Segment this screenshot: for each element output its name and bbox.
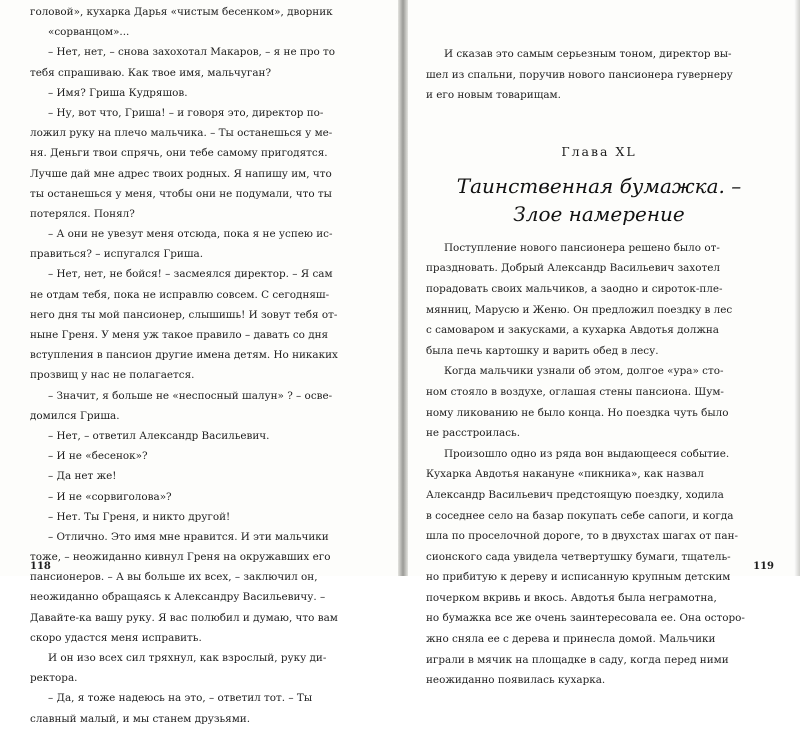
right-body-line: мянниц, Марусю и Женю. Он предложил поездку в лес <box>426 303 733 316</box>
right-intro-line: и его новым товарищам. <box>426 89 561 102</box>
left-text-line: – Отлично. Это имя мне нравится. И эти мальчики <box>48 530 329 543</box>
right-intro-line: И сказав это самым серьезным тоном, директор вы- <box>444 48 732 60</box>
left-text-line: скоро удастся меня исправить. <box>30 631 202 644</box>
left-text-line: ныне Греня. У меня уж такое правило – давать со дня <box>30 329 329 341</box>
left-text-line: – Нет, нет, – снова захохотал Макаров, – я не про то <box>48 46 336 59</box>
left-text-line: Лучше дай мне адрес твоих родных. Я напишу им, что <box>30 167 332 180</box>
left-text-line: вступления в пансион другие имена детям. Но никаких <box>30 349 338 362</box>
left-text-line: – Да нет же! <box>48 470 117 483</box>
left-text-line: головой», кухарка Дарья «чистым бесенком», дворник <box>30 6 333 18</box>
left-text-line: неожиданно обращаясь к Александру Васильевичу. – <box>30 591 326 604</box>
left-text-line: славный малый, и мы станем друзьями. <box>30 712 251 725</box>
right-body-line: жно сняла ее с дерева и принесла домой. Мальчики <box>426 633 716 646</box>
left-page <box>0 0 402 725</box>
chapter-title <box>426 172 772 228</box>
right-body-line: Произошло одно из ряда вон выдающееся событие. <box>444 447 730 460</box>
right-body-line: но прибитую к дереву и исписанную крупным детским <box>426 571 731 584</box>
left-text-line: – И не «бесенок»? <box>48 450 148 463</box>
left-text-line: – Нет, – ответил Александр Васильевич. <box>48 429 270 442</box>
left-text-line: тоже, – неожиданно кивнул Греня на окружавших его <box>30 551 331 564</box>
right-body-line: с самоваром и закусками, а кухарка Авдотья должна <box>426 324 720 337</box>
right-body-line: почерком вкривь и вкось. Авдотья была неграмотна, <box>426 591 717 604</box>
left-text-line: – Нет. Ты Греня, и никто другой! <box>48 510 231 523</box>
page-edge <box>794 0 800 576</box>
right-body-line: неожиданно появилась кухарка. <box>426 674 606 687</box>
left-text-line: правиться? – испугался Гриша. <box>30 248 204 261</box>
right-body-line: порадовать своих мальчиков, а заодно и сироток-пле- <box>426 282 723 295</box>
right-body-line: Кухарка Авдотья накануне «пикника», как назвал <box>426 468 704 481</box>
left-text-line: – А они не увезут меня отсюда, пока я не успею ис- <box>48 228 333 241</box>
left-text-line: не отдам тебя, пока не исправлю совсем. С сегодняш- <box>30 288 330 301</box>
left-text-line: него дня ты мой пансионер, слышишь! И зовут тебя от- <box>30 308 338 321</box>
right-body-line: не расстроилась. <box>426 427 521 440</box>
left-text-line: ты останешься у меня, чтобы они не подумали, что ты <box>30 187 332 200</box>
left-text-line: домился Гриша. <box>30 409 120 422</box>
chapter-title-line-1: Таинственная бумажка. – <box>456 173 742 198</box>
left-page-text <box>30 2 390 729</box>
right-body-line: Александр Васильевич предстоящую поездку, ходила <box>426 488 724 501</box>
left-text-line: – И не «сорвиголова»? <box>48 490 172 503</box>
left-text-line: ложил руку на плечо мальчика. – Ты останешься у ме- <box>30 127 333 140</box>
right-body-line: была печь картошку и варить обед в лесу. <box>426 344 659 357</box>
left-text-line: «сорванцом»... <box>48 26 130 39</box>
right-body-line: ном стояло в воздухе, оглашая стены пансиона. Шум- <box>426 385 724 398</box>
right-body-line: шла по проселочной дороге, то в двухстах шагах от пан- <box>426 530 739 543</box>
right-page-intro-text <box>426 44 772 106</box>
left-text-line: пансионеров. – А вы больше их всех, – заключил он, <box>30 571 318 584</box>
chapter-label: Глава XL <box>561 143 637 159</box>
page-number-left: 118 <box>30 561 51 572</box>
right-body-line: Когда мальчики узнали об этом, долгое «ура» сто- <box>444 365 724 378</box>
left-text-line: ня. Деньги твои спрячь, они тебе самому пригодятся. <box>30 147 328 160</box>
right-body-line: Поступление нового пансионера решено было от- <box>444 241 720 254</box>
right-body-line: но бумажка все же очень заинтересовала ее. Она осторо- <box>426 612 745 625</box>
left-text-line: И он изо всех сил тряхнул, как взрослый, руку ди- <box>48 652 327 664</box>
left-text-line: – Нет, нет, не бойся! – засмеялся директор. – Я сам <box>48 268 333 281</box>
chapter-title-line-2: Злое намерение <box>513 201 685 226</box>
right-body-line: играли в мячик на площадке в саду, когда перед ними <box>426 653 729 666</box>
right-page-body-text <box>426 238 772 691</box>
right-body-line: в соседнее село на базар покупать себе сапоги, и когда <box>426 509 734 522</box>
right-body-line: праздновать. Добрый Александр Васильевич захотел <box>426 262 720 275</box>
right-intro-line: шел из спальни, поручив нового пансионера гувернеру <box>426 68 733 81</box>
right-page <box>404 0 800 687</box>
left-text-line: прозвищ у нас не полагается. <box>30 369 195 382</box>
left-text-line: – Ну, вот что, Гриша! – и говоря это, директор по- <box>48 106 324 119</box>
left-text-line: тебя спрашиваю. Как твое имя, мальчуган? <box>30 66 272 79</box>
left-text-line: – Да, я тоже надеюсь на это, – ответил тот. – Ты <box>48 692 313 705</box>
right-body-line: ному ликованию не было конца. Но поездка чуть было <box>426 406 729 419</box>
left-text-line: Давайте-ка вашу руку. Я вас полюбил и думаю, что вам <box>30 611 338 624</box>
left-text-line: – Значит, я больше не «неспосный шалун» ? – осве- <box>48 389 333 402</box>
left-text-line: ректора. <box>30 672 78 685</box>
left-text-line: потерялся. Понял? <box>30 207 135 220</box>
right-body-line: сионского сада увидела четвертушку бумаги, тщатель- <box>426 550 731 563</box>
page-number-right: 119 <box>753 561 774 572</box>
left-text-line: – Имя? Гриша Кудряшов. <box>48 86 188 99</box>
